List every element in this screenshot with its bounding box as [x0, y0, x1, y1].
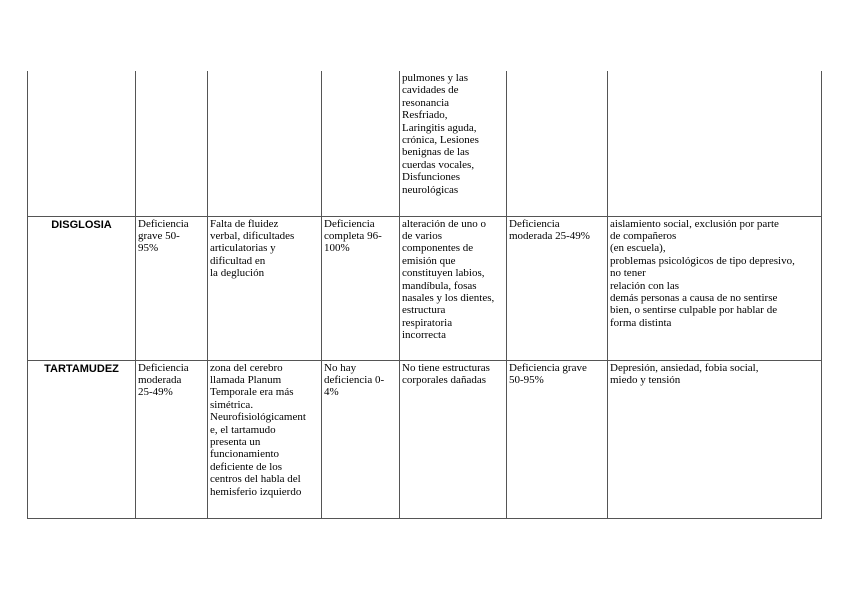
table-row — [28, 360, 822, 518]
disorder-name-cell: TARTAMUDEZ — [28, 360, 136, 518]
deficiency-cell: Deficiencia completa 96- 100% — [322, 216, 400, 360]
description-cell: zona del cerebro llamada Planum Temporale era más simétrica. Neurofisiológicament e, el tartamudo presenta un funcionamiento deficiente de los centros del habla del hemisferio izquierdo — [208, 360, 322, 518]
deficiency-cell — [136, 71, 208, 216]
deficiency-cell: No hay deficiencia 0- 4% — [322, 360, 400, 518]
deficiency-cell: Deficiencia moderada 25-49% — [507, 216, 608, 360]
deficiency-cell — [322, 71, 400, 216]
table-row — [28, 71, 822, 216]
consequences-cell: Depresión, ansiedad, fobia social, miedo y tensión — [608, 360, 822, 518]
speech-disorders-table — [27, 71, 822, 519]
deficiency-cell — [507, 71, 608, 216]
structures-cell: pulmones y las cavidades de resonancia Resfriado, Laringitis aguda, crónica, Lesiones benignas de las cuerdas vocales, Disfunciones neurológicas — [400, 71, 507, 216]
description-cell: Falta de fluidez verbal, dificultades articulatorias y dificultad en la deglución — [208, 216, 322, 360]
structures-cell: No tiene estructuras corporales dañadas — [400, 360, 507, 518]
structures-cell: alteración de uno o de varios componentes de emisión que constituyen labios, mandíbula, fosas nasales y los dientes, estructura respiratoria incorrecta — [400, 216, 507, 360]
disorder-name-cell — [28, 71, 136, 216]
deficiency-cell: Deficiencia moderada 25-49% — [136, 360, 208, 518]
consequences-cell — [608, 71, 822, 216]
deficiency-cell: Deficiencia grave 50- 95% — [136, 216, 208, 360]
table-row — [28, 216, 822, 360]
consequences-cell: aislamiento social, exclusión por parte de compañeros (en escuela), problemas psicológicos de tipo depresivo, no tener relación con las demás personas a causa de no sentirse bien, o sentirse culpable por hablar de forma distinta — [608, 216, 822, 360]
description-cell — [208, 71, 322, 216]
disorder-name-cell: DISGLOSIA — [28, 216, 136, 360]
deficiency-cell: Deficiencia grave 50-95% — [507, 360, 608, 518]
